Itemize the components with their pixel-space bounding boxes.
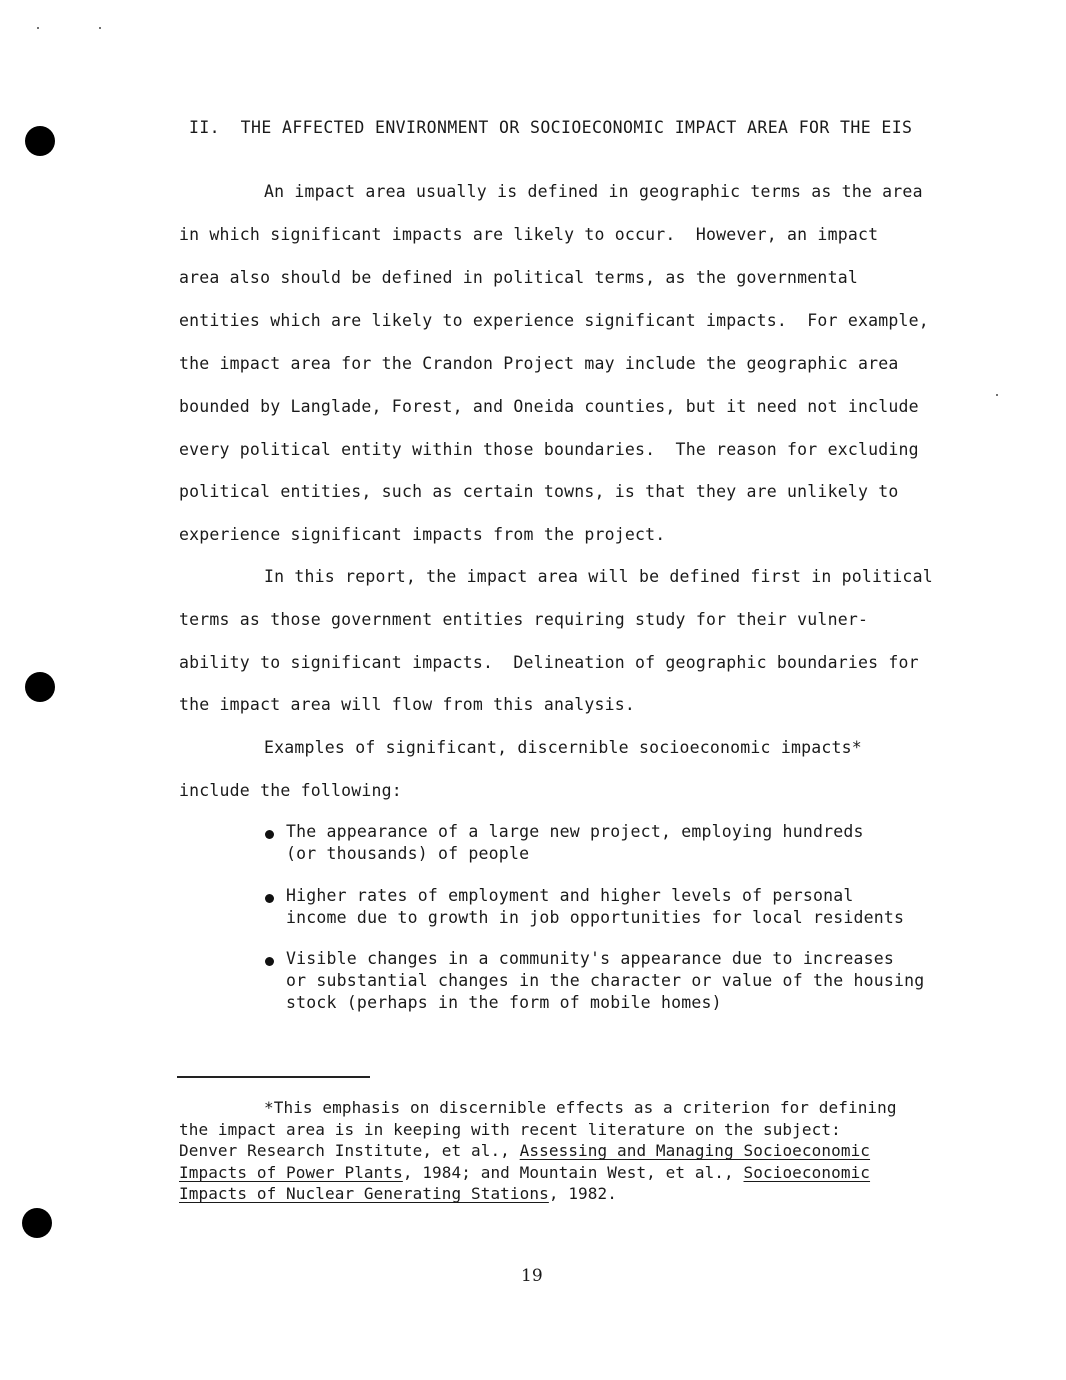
bullet-dot-icon bbox=[265, 957, 274, 966]
bullet-line: The appearance of a large new project, employing hundreds bbox=[286, 822, 864, 841]
footnote-line bbox=[179, 1184, 617, 1203]
bullet-line: or substantial changes in the character or value of the housing bbox=[286, 971, 925, 990]
punch-hole-bottom bbox=[22, 1208, 52, 1238]
citation-title: Assessing and Managing Socioeconomic bbox=[519, 1141, 871, 1160]
bullet-dot-icon bbox=[265, 830, 274, 839]
paragraph-line: In this report, the impact area will be defined first in political bbox=[264, 567, 933, 586]
paragraph-line: bounded by Langlade, Forest, and Oneida counties, but it need not include bbox=[179, 397, 919, 416]
citation-text: , 1984; and Mountain West, et al., bbox=[402, 1163, 744, 1182]
paragraph-line: terms as those government entities requiring study for their vulner- bbox=[179, 610, 869, 629]
footnote-line: the impact area is in keeping with recent literature on the subject: bbox=[179, 1120, 841, 1139]
footnote-line: *This emphasis on discernible effects as a criterion for defining bbox=[264, 1098, 897, 1117]
scan-speck bbox=[37, 27, 39, 29]
paragraph-line: in which significant impacts are likely to occur. However, an impact bbox=[179, 225, 879, 244]
citation-author: Denver Research Institute, et al., bbox=[179, 1141, 520, 1160]
section-heading: II. THE AFFECTED ENVIRONMENT OR SOCIOECONOMIC IMPACT AREA FOR THE EIS bbox=[189, 118, 913, 137]
paragraph-line: include the following: bbox=[179, 781, 402, 800]
paragraph-line: the impact area for the Crandon Project may include the geographic area bbox=[179, 354, 899, 373]
bullet-line: Higher rates of employment and higher levels of personal bbox=[286, 886, 854, 905]
punch-hole-top bbox=[25, 126, 55, 156]
paragraph-line: entities which are likely to experience significant impacts. For example, bbox=[179, 311, 929, 330]
paragraph-line: political entities, such as certain towns, is that they are unlikely to bbox=[179, 482, 899, 501]
scan-speck bbox=[99, 27, 101, 29]
paragraph-line: every political entity within those boundaries. The reason for excluding bbox=[179, 440, 919, 459]
paragraph-line: experience significant impacts from the project. bbox=[179, 525, 666, 544]
bullet-line: income due to growth in job opportunities for local residents bbox=[286, 908, 905, 927]
paragraph-line: Examples of significant, discernible socioeconomic impacts* bbox=[264, 738, 862, 757]
footnote-divider bbox=[177, 1076, 370, 1078]
bullet-line: stock (perhaps in the form of mobile homes) bbox=[286, 993, 722, 1012]
page-number: 19 bbox=[521, 1266, 543, 1286]
paragraph-line: An impact area usually is defined in geographic terms as the area bbox=[264, 182, 923, 201]
citation-title: Impacts of Power Plants bbox=[179, 1163, 403, 1182]
citation-text: , 1982. bbox=[548, 1184, 617, 1203]
bullet-dot-icon bbox=[265, 894, 274, 903]
punch-hole-middle bbox=[25, 672, 55, 702]
citation-title: Impacts of Nuclear Generating Stations bbox=[179, 1184, 549, 1203]
paragraph-line: ability to significant impacts. Delineation of geographic boundaries for bbox=[179, 653, 919, 672]
footnote-line bbox=[179, 1141, 870, 1160]
scan-speck bbox=[996, 394, 998, 396]
bullet-line: (or thousands) of people bbox=[286, 844, 530, 863]
paragraph-line: the impact area will flow from this analysis. bbox=[179, 695, 636, 714]
footnote-line bbox=[179, 1163, 870, 1182]
paragraph-line: area also should be defined in political terms, as the governmental bbox=[179, 268, 858, 287]
bullet-line: Visible changes in a community's appearance due to increases bbox=[286, 949, 895, 968]
citation-title: Socioeconomic bbox=[743, 1163, 871, 1182]
